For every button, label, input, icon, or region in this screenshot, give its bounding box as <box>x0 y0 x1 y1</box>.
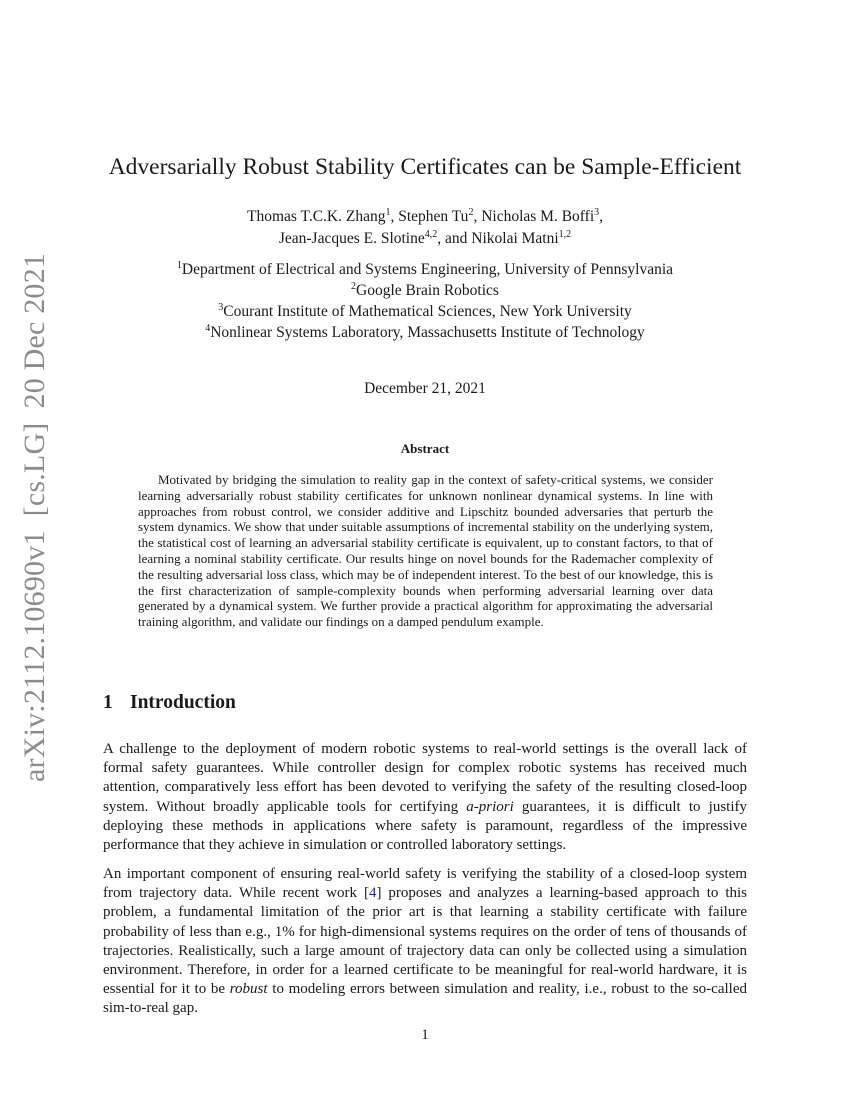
intro-paragraph-1: A challenge to the deployment of modern robotic systems to real-world settings is the overall lack of formal safety guarantees. While controller design for complex robotic systems has received much attention, comparatively less effort has been devoted to verifying the safety of the resulting closed-loop system. Without broadly applicable tools for certifying a-priori guarantees, it is difficult to justify deploying these methods in applications where safety is paramount, regardless of the impressive performance that they achieve in simulation or controlled laboratory settings. <box>103 741 747 854</box>
author-name: Jean-Jacques E. Slotine <box>278 230 425 247</box>
author-line-2: Jean-Jacques E. Slotine$^{4,2}$, and Nikolai Matni$^{1,2}$ <box>278 229 572 247</box>
section-heading <box>103 692 236 714</box>
paper-title: Adversarially Robust Stability Certificates can be Sample-Efficient <box>108 154 742 180</box>
abstract-text: Motivated by bridging the simulation to reality gap in the context of safety-critical systems, we consider learning adversarially robust stability certificates for unknown nonlinear dynamical systems. In line with approaches from robust control, we consider additive and Lipschitz bounded adversaries that perturb the system dynamics. We show that under suitable assumptions of incremental stability on the underlying system, the statistical cost of learning an adversarial stability certificate is equivalent, up to constant factors, to that of learning a nominal stability certificate. Our results hinge on novel bounds for the Rademacher complexity of the resulting adversarial loss class, which may be of independent interest. To the best of our knowledge, this is the first characterization of sample-complexity bounds when performing adversarial learning over data generated by a dynamical system. We further provide a practical algorithm for approximating the adversarial training algorithm, and validate our findings on a damped pendulum example. <box>138 472 713 630</box>
section-number: 1 <box>103 692 113 713</box>
affiliation: $^4$Nonlinear Systems Laboratory, Massachusetts Institute of Technology <box>205 323 645 341</box>
arxiv-date: 20 Dec 2021 <box>18 252 51 409</box>
emphasis: robust <box>229 981 268 998</box>
author-affiliation-mark: 1 <box>385 207 391 218</box>
affiliation-list <box>0 259 850 343</box>
citation-link[interactable]: 4 <box>368 885 377 902</box>
author-list <box>0 206 850 250</box>
emphasis: a-priori <box>466 798 514 815</box>
affiliation: $^2$Google Brain Robotics <box>351 281 499 299</box>
intro-paragraph-2: An important component of ensuring real-world safety is verifying the stability of a closed-loop system from trajectory data. While recent work [4] proposes and analyzes a learning-based approach to this problem, a fundamental limitation of the prior art is that learning a stability certificate with failure probability of less than e.g., 1% for high-dimensional systems requires on the order of tens of thousands of trajectories. Realistically, such a large amount of trajectory data can only be collected using a simulation environment. Therefore, in order for a learned certificate to be meaningful for real-world hardware, it is essential for it to be robust to modeling errors between simulation and reality, i.e., robust to the so-called sim-to-real gap. <box>103 866 747 1017</box>
author-affiliation-mark: 3 <box>594 207 600 218</box>
arxiv-id: arXiv:2112.10690v1 <box>18 530 51 782</box>
affiliation: $^1$Department of Electrical and Systems Engineering, University of Pennsylvania <box>176 260 674 278</box>
author-affiliation-mark: 2 <box>468 207 474 218</box>
page-number: 1 <box>421 1027 429 1043</box>
author-name: Stephen Tu <box>398 208 469 225</box>
author-affiliation-mark: 4,2 <box>424 229 438 240</box>
affiliation: $^3$Courant Institute of Mathematical Sciences, New York University <box>218 302 632 320</box>
author-line-1: Thomas T.C.K. Zhang$^1$, Stephen Tu$^2$, Nicholas M. Boffi$^3$, <box>246 207 604 225</box>
abstract-heading: Abstract <box>400 441 450 456</box>
publication-date: December 21, 2021 <box>364 380 486 397</box>
author-affiliation-mark: 1,2 <box>558 229 572 240</box>
author-name: Nicholas M. Boffi <box>481 208 595 225</box>
author-name: Nikolai Matni <box>471 230 559 247</box>
section-title: Introduction <box>130 692 236 713</box>
arxiv-category: [cs.LG] <box>18 422 51 517</box>
author-name: Thomas T.C.K. Zhang <box>246 208 386 225</box>
